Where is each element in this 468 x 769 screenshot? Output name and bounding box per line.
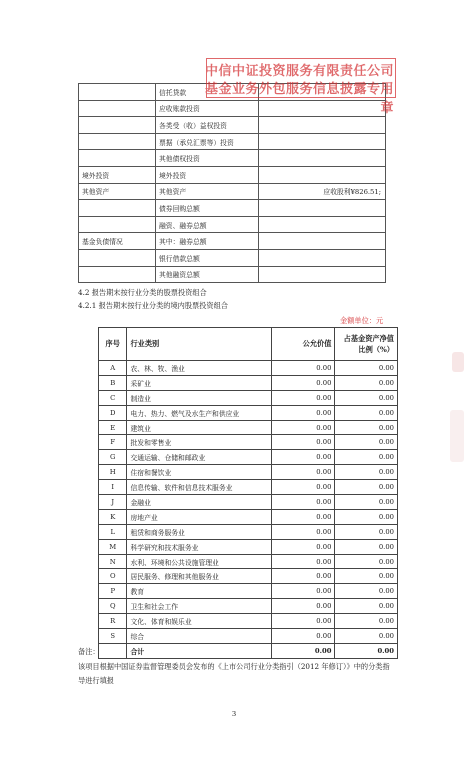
amount-cell [259,266,386,283]
item-cell: 其他债权投资 [156,150,259,167]
table-row [79,133,386,150]
amount-cell: 应收股利¥826.51; [259,183,386,200]
fair-value-cell: 0.00 [272,554,335,569]
industry-code-cell: K [99,509,127,524]
table-row [79,249,386,266]
nav-ratio-cell: 0.00 [335,614,398,629]
amount-cell [259,150,386,167]
total-index-cell [99,643,127,658]
nav-ratio-cell: 0.00 [335,599,398,614]
industry-name-cell: 信息传输、软件和信息技术服务业 [127,480,272,495]
fair-value-cell: 0.00 [272,495,335,510]
amount-unit-label: 金额单位：元 [340,316,384,325]
industry-name-cell: 农、林、牧、渔业 [127,361,272,376]
table-row [99,435,398,450]
item-cell: 应收账款投资 [156,100,259,117]
category-cell: 基金负债情况 [79,233,156,250]
fair-value-cell: 0.00 [272,375,335,390]
note-text: 该项目根据中国证券监督管理委员会发布的《上市公司行业分类指引（2012 年修订）》中的分类指导进行填报 [78,662,390,685]
industry-code-cell: R [99,614,127,629]
table-row [79,117,386,134]
industry-name-cell: 住宿和餐饮业 [127,465,272,480]
category-cell [79,100,156,117]
category-cell: 其他资产 [79,183,156,200]
table-row [99,599,398,614]
amount-cell [259,166,386,183]
table-row [99,584,398,599]
nav-ratio-cell: 0.00 [335,480,398,495]
table-row [99,420,398,435]
table-row [99,524,398,539]
table-row [99,361,398,376]
table-row [79,200,386,217]
fair-value-cell: 0.00 [272,450,335,465]
nav-ratio-cell: 0.00 [335,435,398,450]
category-cell [79,249,156,266]
industry-name-cell: 居民服务、修理和其他服务业 [127,569,272,584]
industry-name-cell: 金融业 [127,495,272,510]
industry-code-cell: E [99,420,127,435]
nav-ratio-cell: 0.00 [335,361,398,376]
table-row [99,614,398,629]
industry-stock-table [98,327,398,659]
category-cell [79,266,156,283]
industry-name-cell: 水利、环境和公共设施管理业 [127,554,272,569]
table-row [99,465,398,480]
column-header-index: 序号 [99,328,127,361]
total-label-cell: 合计 [127,643,272,658]
table-row [99,405,398,420]
item-cell: 各类受（收）益权投资 [156,117,259,134]
industry-name-cell: 卫生和社会工作 [127,599,272,614]
fair-value-cell: 0.00 [272,361,335,376]
edge-mark [452,352,464,372]
fair-value-cell: 0.00 [272,390,335,405]
item-cell: 其他资产 [156,183,259,200]
industry-code-cell: N [99,554,127,569]
subsection-heading: 4.2.1 报告期末按行业分类的境内股票投资组合 [78,301,228,310]
table-row [79,266,386,283]
amount-cell [259,216,386,233]
column-header-industry: 行业类别 [127,328,272,361]
nav-ratio-cell: 0.00 [335,509,398,524]
nav-ratio-cell: 0.00 [335,450,398,465]
nav-ratio-cell: 0.00 [335,629,398,644]
nav-ratio-cell: 0.00 [335,405,398,420]
table-row [99,390,398,405]
nav-ratio-cell: 0.00 [335,465,398,480]
item-cell: 信托贷款 [156,84,259,101]
total-row [99,643,398,658]
industry-code-cell: D [99,405,127,420]
amount-cell [259,233,386,250]
industry-name-cell: 交通运输、仓储和邮政业 [127,450,272,465]
fair-value-cell: 0.00 [272,524,335,539]
category-cell: 境外投资 [79,166,156,183]
stamp-line-2: 基金业务外包服务信息披露专用章 [204,82,394,116]
industry-name-cell: 房地产业 [127,509,272,524]
table-row [79,216,386,233]
table-row [99,539,398,554]
item-cell: 其他融资总额 [156,266,259,283]
industry-code-cell: B [99,375,127,390]
category-cell [79,150,156,167]
table-row [79,166,386,183]
section-heading: 4.2 报告期末按行业分类的股票投资组合 [78,288,207,297]
item-cell: 银行借款总额 [156,249,259,266]
fair-value-cell: 0.00 [272,435,335,450]
edge-mark [450,410,464,462]
industry-name-cell: 科学研究和技术服务业 [127,539,272,554]
industry-name-cell: 教育 [127,584,272,599]
category-cell [79,117,156,134]
stamp-line-1: 中信中证投资服务有限责任公司 [204,64,394,79]
industry-name-cell: 批发和零售业 [127,435,272,450]
industry-code-cell: I [99,480,127,495]
fair-value-cell: 0.00 [272,569,335,584]
nav-ratio-cell: 0.00 [335,554,398,569]
nav-ratio-cell: 0.00 [335,569,398,584]
column-header-nav-ratio: 占基金资产净值比例（%） [335,328,398,361]
nav-ratio-cell: 0.00 [335,584,398,599]
fair-value-cell: 0.00 [272,420,335,435]
table-row [99,554,398,569]
industry-name-cell: 文化、体育和娱乐业 [127,614,272,629]
table-row [99,480,398,495]
industry-code-cell: O [99,569,127,584]
amount-cell [259,200,386,217]
industry-code-cell: G [99,450,127,465]
industry-name-cell: 采矿业 [127,375,272,390]
item-cell: 其中：融券总额 [156,233,259,250]
table-header-row [99,328,398,361]
table-row [79,233,386,250]
industry-name-cell: 电力、热力、燃气及水生产和供应业 [127,405,272,420]
table-row [99,450,398,465]
fair-value-cell: 0.00 [272,614,335,629]
nav-ratio-cell: 0.00 [335,420,398,435]
industry-code-cell: M [99,539,127,554]
fair-value-cell: 0.00 [272,465,335,480]
industry-code-cell: Q [99,599,127,614]
industry-code-cell: P [99,584,127,599]
category-cell [79,84,156,101]
table-row [99,629,398,644]
nav-ratio-cell: 0.00 [335,495,398,510]
industry-name-cell: 租赁和商务服务业 [127,524,272,539]
fair-value-cell: 0.00 [272,509,335,524]
item-cell: 境外投资 [156,166,259,183]
nav-ratio-cell: 0.00 [335,539,398,554]
total-value-cell: 0.00 [272,643,335,658]
page-number: 3 [231,710,237,718]
company-seal-stamp [198,58,394,114]
fair-value-cell: 0.00 [272,629,335,644]
category-cell [79,200,156,217]
table-row [99,569,398,584]
industry-code-cell: J [99,495,127,510]
total-ratio-cell: 0.00 [335,643,398,658]
industry-code-cell: S [99,629,127,644]
category-cell [79,216,156,233]
item-cell: 债券回购总额 [156,200,259,217]
fair-value-cell: 0.00 [272,480,335,495]
table-row [79,150,386,167]
item-cell: 票据（承兑汇票等）投资 [156,133,259,150]
industry-name-cell: 建筑业 [127,420,272,435]
industry-code-cell: C [99,390,127,405]
table-row [99,495,398,510]
amount-cell [259,117,386,134]
industry-code-cell: A [99,361,127,376]
industry-code-cell: H [99,465,127,480]
table-row [79,183,386,200]
industry-name-cell: 制造业 [127,390,272,405]
fair-value-cell: 0.00 [272,539,335,554]
nav-ratio-cell: 0.00 [335,524,398,539]
nav-ratio-cell: 0.00 [335,375,398,390]
industry-name-cell: 综合 [127,629,272,644]
category-cell [79,133,156,150]
amount-cell [259,133,386,150]
amount-cell [259,249,386,266]
fair-value-cell: 0.00 [272,584,335,599]
item-cell: 融资、融券总额 [156,216,259,233]
fair-value-cell: 0.00 [272,599,335,614]
column-header-fair-value: 公允价值 [272,328,335,361]
note-label: 备注： [78,647,100,656]
table-row [99,509,398,524]
industry-code-cell: L [99,524,127,539]
fair-value-cell: 0.00 [272,405,335,420]
nav-ratio-cell: 0.00 [335,390,398,405]
table-row [99,375,398,390]
industry-code-cell: F [99,435,127,450]
